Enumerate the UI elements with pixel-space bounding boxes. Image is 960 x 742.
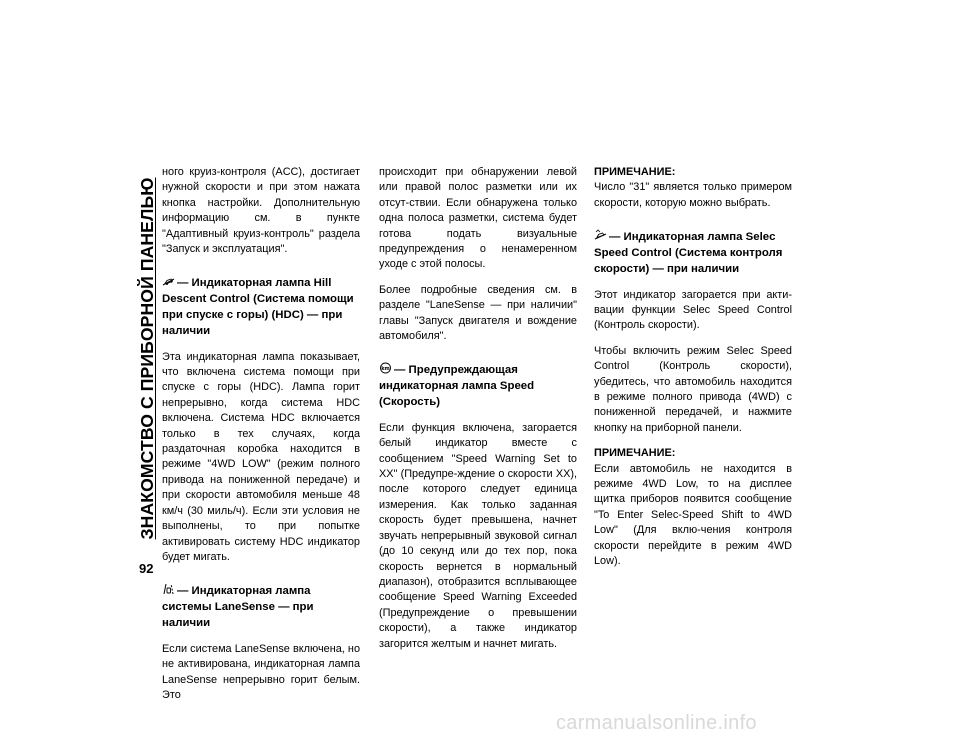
column-2: [379, 165, 577, 652]
heading-hdc-text: — Индикаторная лампа Hill Descent Control (Система помощи при спуске с горы) (HDC) — при наличии: [162, 277, 354, 337]
column-1: [162, 165, 360, 703]
page-number: 92: [139, 561, 154, 576]
paragraph-acc-continued: ного круиз-контроля (ACC), достигает нужной скорости и при этом нажата кнопка настройки. Дополнительную информацию см. в пункте "Адаптивный круиз-контроль" раздела "Запуск и эксплуатация".: [162, 166, 360, 256]
paragraph-speed-warning: Если функция включена, загорается белый индикатор вместе с сообщением "Speed Warning Set to XX" (Предупре-ждение о скорости XX), после которого следует единица измерения. Как только заданная скорость будет превышена, начнет звучать непрерывный звуковой сигнал (до 10 секунд или до тех пор, пока скорость вернется в нормальный диапазон), отобразится всплывающее сообщение Speed Warning Exceeded (Предупреждение о превышении скорости), а также индикатор загорится желтым и начнет мигать.: [379, 421, 577, 650]
section-side-title: [136, 166, 158, 551]
paragraph-selec-2: Чтобы включить режим Selec Speed Control (Контроль скорости), убедитесь, что автомобиль находится в режиме полного привода (4WD) с пониженной передачей, и нажмите кнопку на приборной панели.: [594, 344, 792, 434]
column-3: [594, 165, 792, 580]
note-label-2: ПРИМЕЧАНИЕ:: [594, 447, 676, 460]
paragraph-lanesense: Если система LaneSense включена, но не активирована, индикаторная лампа LaneSense непрерывно горит белым. Это: [162, 642, 360, 701]
paragraph-hdc: Эта индикаторная лампа показывает, что включена система помощи при спуске с горы (HDC). Лампа горит непрерывно, когда система HDC включена. Система HDC включается только в тех случаях, когда раздаточная коробка находится в режиме "4WD LOW" (режим полного привода на пониженной передаче) и при скорости автомобиля меньше 48 км/ч (30 миль/ч). Если эти условия не выполнены, то при попытке активировать систему HDC индикатор будет мигать.: [162, 350, 360, 563]
svg-text:km: km: [381, 366, 390, 373]
note-label-1: ПРИМЕЧАНИЕ:: [594, 166, 676, 178]
paragraph-more-info: Более подробные сведения см. в разделе "LaneSense — при наличии" главы "Запуск двигателя и вождение автомобиля".: [379, 283, 577, 343]
heading-selec-speed: [594, 229, 792, 277]
speed-warning-icon: [379, 362, 392, 374]
hill-descent-car-icon: [162, 275, 175, 287]
selec-speed-car-icon: [594, 229, 607, 241]
lanesense-icon: [162, 583, 175, 595]
paragraph-selec-1: Этот индикатор загорается при акти-вации функции Selec Speed Control (Контроль скорости).: [594, 288, 792, 332]
footer-watermark: carmanualsonline.info: [556, 712, 757, 734]
note-text-2: Если автомобиль не находится в режиме 4WD Low, то на дисплее щитка приборов появится сообщение "To Enter Selec-Speed Shift to 4WD Low" (Для вклю-чения контроля скорости перейдите в режим 4WD Low).: [594, 462, 792, 568]
heading-speed-warning: [379, 362, 577, 410]
heading-lanesense: [162, 583, 360, 631]
section-title-text: ЗНАКОМСТВО С ПРИБОРНОЙ ПАНЕЛЬЮ: [137, 177, 157, 540]
heading-selec-speed-text: — Индикаторная лампа Selec Speed Control (Система контроля скорости) — при наличии: [594, 231, 783, 275]
heading-lanesense-text: — Индикаторная лампа системы LaneSense — при наличии: [162, 585, 314, 629]
paragraph-lanesense-continued: происходит при обнаружении левой или правой полос разметки или их отсут-ствии. Если обнаружена только одна полоса разметки, система будет готова подать визуальные предупреждения о ненамеренном уходе с этой полосы.: [379, 166, 577, 271]
heading-hdc: [162, 275, 360, 339]
note-text-1: Число "31" является только примером скорости, которую можно выбрать.: [594, 181, 792, 209]
heading-speed-warning-text: — Предупреждающая индикаторная лампа Speed (Скорость): [379, 364, 535, 409]
